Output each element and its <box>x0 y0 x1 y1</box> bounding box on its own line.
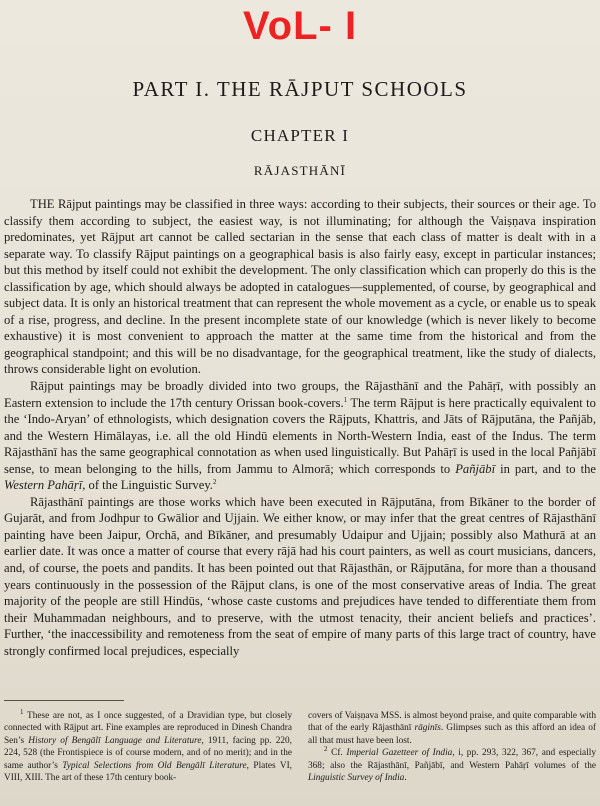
paragraph-1-text: Rājput paintings may be classified in three ways: according to their subjects, their sources or their age. To classify them according to subject, the easiest way, is not illuminating; for although the Vaiṣṇava inspiration predominates, yet Rājput art cannot be called sectarian in the sense that each class of matter is dealt with in a separate way. To classify Rājput paintings on a geographical basis is also fairly easy, except in particular instances; but this method by itself could not exhibit the development. The only classification which can properly do this is the classification by age, which should always be adopted in catalogues—supplemented, of course, by geographical and subject data. It is only an historical treatment that can represent the whole movement as a cycle, or enable us to speak of a rise, progress, and decline. In the present incomplete state of our knowledge (which is never likely to become exhaustive) it is most convenient to approach the matter at the same time from the historical and from the geographical standpoint; and this will be no disadvantage, for the geographical treatment, like the study of dialects, throws considerable light on evolution. <box>4 197 596 377</box>
footnote-divider <box>4 700 124 701</box>
chapter-title: CHAPTER I <box>250 126 350 145</box>
drop-initial: T <box>30 197 38 211</box>
footnote-1: $^1$ These are not, as I once suggested, of a Dravidian type, but closely connected with Rājput art. Fine examples are reproduced in Dinesh Chandra Sen’s History of Bengālī Language and Literature, 1911, facing pp. 220, 224, 528 (the Frontispiece is of course modern, and of no merit); and in the same author’s Typical Selections from Old Bengālī Literature, Plates VI, VIII, XIII. The art of these 17th century book- <box>4 707 292 784</box>
body-text <box>4 196 596 659</box>
part-title: PART I. THE RĀJPUT SCHOOLS <box>132 77 468 101</box>
footnote-ref-1: 1 <box>343 395 348 404</box>
footnote-ref-2: 2 <box>212 478 217 487</box>
footnotes <box>4 707 596 784</box>
footnote-2: $^2$ Cf. Imperial Gazetteer of India, i, pp. 293, 322, 367, and especially 368; also the Rājasthānī, Pañjābī, and Western Pahāṛī volumes of the Linguistic Survey of India. <box>308 745 596 784</box>
volume-label: VoL- I <box>242 4 358 48</box>
paragraph-3: Rājasthānī paintings are those works which have been executed in Rājputāna, from Bīkāner to the border of Gujarāt, and from Jodhpur to Gwālior and Ujjain. We either know, or may infer that the great centres of Rājasthānī painting have been Jaipur, Orchā, and Bīkāner, and presumably Udaipur and Ujjain; possibly also Mathurā at an earlier date. It was once a matter of course that every rājā had his court painters, as well as court musicians, dancers, and, of course, the poets and pandits. It has been pointed out that Rājasthān, or Rājputāna, for more than a thousand years continuously in the possession of the Rājput clans, is one of the most conservative areas of India. The great majority of the people are still Hindūs, ‘whose caste customs and prejudices have tended to differentiate them from their Muhammadan neighbours, and to preserve, with the utmost tenacity, their ancient beliefs and practices’. Further, ‘the inaccessibility and remoteness from the seat of empire of many parts of this large tract of country, have strongly confirmed local prejudices, especially <box>4 494 596 658</box>
footnote-column-left <box>4 707 292 784</box>
paragraph-1 <box>4 196 596 378</box>
footnote-1-continued: covers of Vaiṣṇava MSS. is almost beyond praise, and quite comparable with that of the early Rājasthānī rāginīs. Glimpses such as this afford an idea of all that must have been lost. <box>308 711 596 746</box>
lead-word: HE <box>37 197 55 211</box>
footnote-column-right <box>308 710 596 784</box>
section-title: RĀJASTHĀNĪ <box>253 163 347 178</box>
paragraph-2: Rājput paintings may be broadly divided into two groups, the Rājasthānī and the Pahāṛī, with possibly an Eastern extension to include the 17th century Orissan book-covers.$^1$ The term Rājput is here practically equivalent to the ‘Indo-Aryan’ of ethnologists, which designation covers the Rājputs, Khattris, and Jāts of Rājputāna, the Pañjāb, and the Western Himālayas, i.e. all the old Hindū elements in North-Western India, east of the Indus. The term Rājasthānī has the same geographical connotation as when used linguistically. But Pahāṛī is used in the local Pañjābī sense, to mean belonging to the hills, from Jammu to Almorā; which corresponds to Pañjābī in part, and to the Western Pahāṛī, of the Linguistic Survey.$^2$ <box>4 379 596 493</box>
